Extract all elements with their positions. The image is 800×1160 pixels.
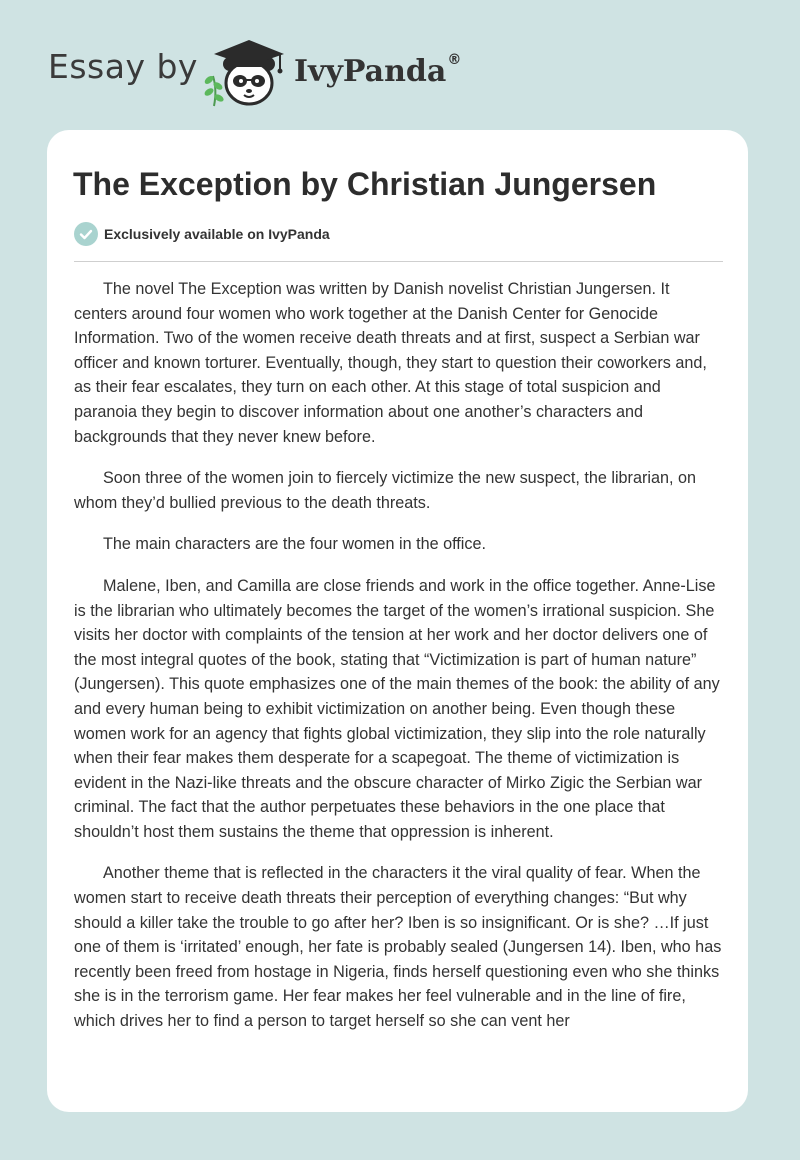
paragraph: Another theme that is reflected in the characters it the viral quality of fear. When the women start to receive death threats their perception of everything changes: “But why should a killer take the trouble to go after her? Iben is so insignificant. Or is she? …If just one of them is ‘irritated’ enough, her fate is probably sealed (Jungersen 14). Iben, who has recently been freed from hostage in Nigeria, finds herself questioning even who she thinks she is in the terrorism game. Her fear makes her feel vulnerable and in the line of fire, which drives her to find a person to target herself so she can vent her [74,864,722,1031]
essay-body [74,277,722,1051]
leaf-icon [203,74,225,106]
essay-card [47,130,748,1112]
exclusive-label: Exclusively available on IvyPanda [104,226,330,242]
registered-mark: ® [447,52,462,68]
paragraph: Soon three of the women join to fiercely victimize the new suspect, the librarian, on whom they’d bullied previous to the death threats. [74,469,696,512]
ivypanda-logo-text[interactable] [294,54,461,89]
divider [74,261,723,262]
paragraph: The main characters are the four women in the office. [103,535,486,554]
brand-name: IvyPanda [294,54,447,89]
check-circle-icon [74,222,98,246]
essay-by-label: Essay by [48,47,198,86]
page-title: The Exception by Christian Jungersen [73,166,657,202]
panda-graduate-logo-icon[interactable] [200,36,292,108]
paragraph: The novel The Exception was written by Danish novelist Christian Jungersen. It centers around four women who work together at the Danish Center for Genocide Information. Two of the women receive death threats and at first, suspect a Serbian war officer and known torturer. Eventually, though, they start to question their coworkers and, as their fear escalates, they turn on each other. At this stage of total suspicion and paranoia they begin to discover information about one another’s characters and backgrounds that they never knew before. [74,280,707,446]
exclusive-badge [74,222,330,246]
paragraph: Malene, Iben, and Camilla are close friends and work in the office together. Anne-Lise is the librarian who ultimately becomes the target of the women’s irrational suspicion. She visits her doctor with complaints of the tension at her work and her doctor delivers one of the most integral quotes of the book, stating that “Victimization is part of human nature” (Jungersen). This quote emphasizes one of the main themes of the book: the ability of any and every human being to exhibit victimization on another being. Even though these women work for an agency that fights global victimization, they slip into the role naturally when their fear makes them desperate for a scapegoat. The theme of victimization is evident in the Nazi-like threats and the obscure character of Mirko Zigic the Serbian war criminal. The fact that the author perpetuates these behaviors in the one place that shouldn’t host them sustains the theme that oppression is inherent. [74,576,720,841]
site-header [0,0,800,125]
